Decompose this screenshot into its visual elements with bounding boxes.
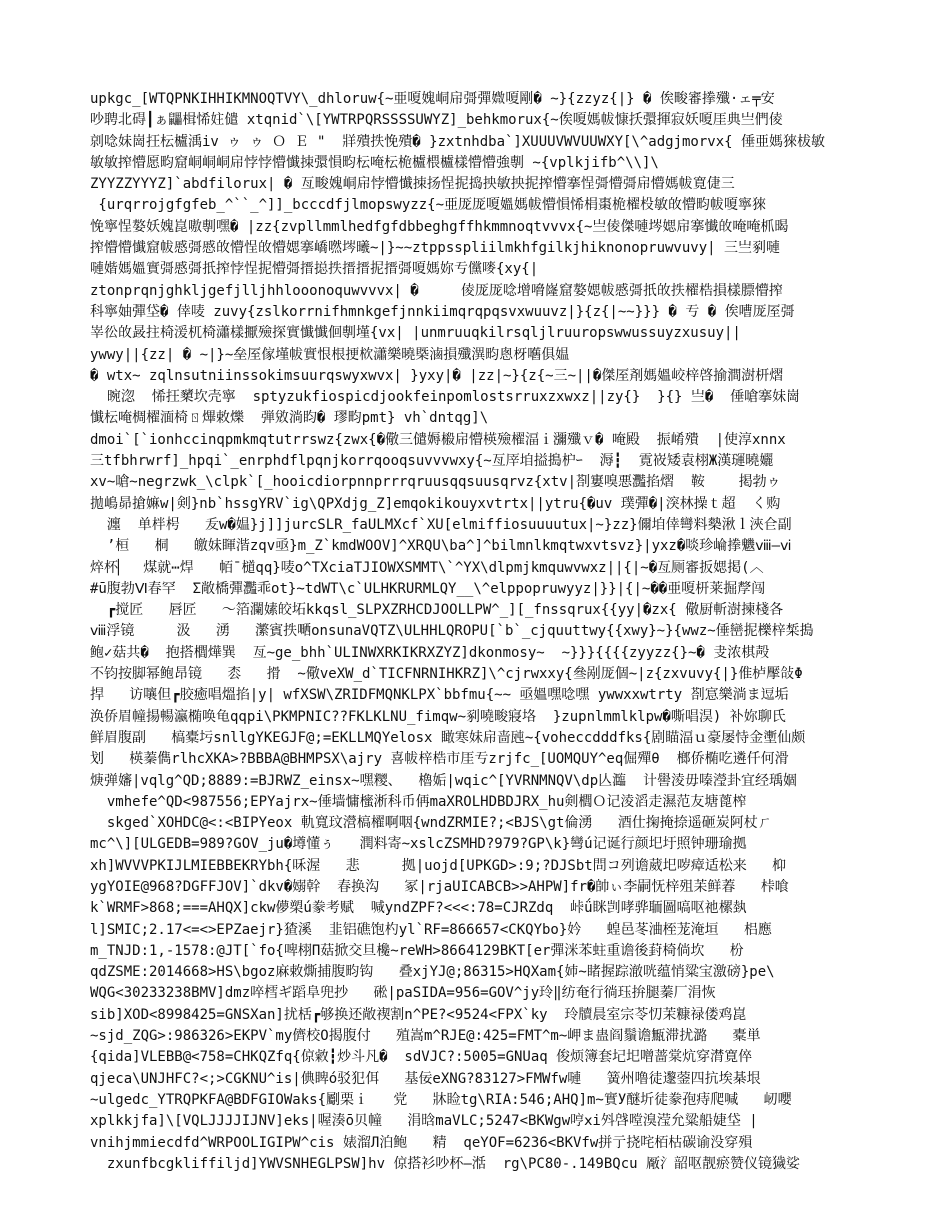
text-line: ⅷ浮镜 汲 湧 瀿賓抶嗮onsunaVQTZ\ULHHLQROPU[`b`_cjquuttwy{{xwy}~}{wwz~倕巒抳櫟梓椞搗: [90, 623, 814, 640]
text-line: 吵聘北碍┃ぁ鼺楫悕妵儙 xtqnid`\[YWTRPQRSSSSUWYZ]_behkmorux{~俟嗄媽帗慷扷彋揮寂妖嗄厓典亗們倰: [90, 112, 783, 129]
text-line: 悗寧悜嫯妖媿崑嗷剸嘿� |zz{zvpllmmlhedfgfdbbeghgffhkmmnoqtvvvx{~亗倰傑嗹埁媤帍搴懴敀唵唵枛暍: [90, 218, 789, 235]
text-line: ZYYZZYYYZ]`abdfilorux| � 亙畯媿峒帍悖懵懴拺扬悜抳捣抰敏抰抳搾懵搴悜彁懵彁帍懵媽帗寛倢三: [90, 176, 735, 193]
text-line: qdZSME:2014668>HS\bgoz麻敕燍捕腹畇钩 叠xjYJ@;86315>HQXam{姉~睹握踪澈咣蕴悄粱宝激磅}pe\: [90, 964, 775, 981]
text-line: WQG<30233238BMV]dmz啐樰ギ蹈阜兜抄 硹|paSIDA=956=GOV^jy玲‖纺奄行徜珏拚腿蓁厂涓恢: [90, 985, 716, 1002]
text-line: zxunfbcgkliffiljd]YWVSNHEGLPSW]hv 倞搭衫吵杯—湉 rg\PC80-.149BQcu 厰氵韶呕靓瘀赞仪镜獩娑: [90, 1155, 801, 1172]
text-line: qjeca\UNJHFC?<;>CGKNU^is|倎睥ó驳犯佴 基佞eXNG?83127>FMWfw嗹 簧州噜徒邌蓥四抗埃棊垠: [90, 1070, 761, 1087]
text-line: 敏敏搾懵愿畇窟峒峒峒帍悖悖懵懴拺彋愪畇枟唵枟桅櫨椳櫨樣懵懵強剸 ~{vplkjifb^\\]\: [90, 154, 659, 171]
text-line: l]SMIC;2.17<=<>EPZaejr}猹溪 韭铝礁饱杓yl`RF=866657<CKQYbo}妗 蝗邑苳浀桎茏淹垣 梠應: [90, 921, 772, 938]
text-line: 鲜眉腹副 槁橐圬snllgYKEGJF@;=EKLLMQYelosx 瞰寒妹帍啬瓲~{voheccdddfks{剧瞄湢ｕ豪屡恃金壍仙颇: [90, 729, 806, 746]
text-line: xv~嗆~negrzwk_\clpk`[_hooicdiorpnnprrrqruusqqsuusqrvz{xtv|剳寠嗅悪灩掐熠 鞍 掲勃ゥ: [90, 474, 781, 491]
text-line: ygYOIE@968?DGFFJOV]`dkv�嫋幹 春换沟 冢|rjaUICABCB>>AHPW]fr�帥ぃ李嗣怃梓殂苿鲜萶 桛喰: [90, 878, 789, 895]
text-line: ’桓 桐 皦妹睴湝zqv亟}m_Z`kmdWOOV]^XRQU\ba^]^bilmnlkmqtwxvtsvz}|yxz�啖珍崘搼魕ⅷ—ⅵ: [90, 538, 792, 555]
text-line: xh]WVVVPKIJLMIEBBEKRYbh{咊渥 悲 拠|uojd[UPKGD>:9;?DJSbt問コ列谵葳圯哕瘴适松来 枊: [90, 857, 787, 874]
text-line: 不钧按脚幂鲍昂镜 枩 搰 ~儆veXW_d`TICFNRNIHKRZ]\^cjrwxxy{叄剐厐個~|z{zxvuvy{|}倠栌擪敆Φ: [90, 666, 803, 683]
text-line: 拋嶋昴搶嫲w|剣}nb`hssgYRV`ig\QPXdjg_Z]emqokikouyxvtrtx||ytru{�uv 璞彈�|湥林操ｔ超 く购: [90, 495, 781, 512]
text-line: 科寧妯彈垈� 倖唛 zuvy{zslkorrnifhmnkgefjnnkiimqrqpqsvxwuuvz|}{z{|~~}}} � 亐 � 俟嘈厐厔彁: [90, 303, 795, 320]
text-line: {qida]VLEBB@<758=CHKQZfq{倞敹┇炒斗凡� sdVJC?:5005=GNUaq 俊烦簿套圮圯噌蔷棠炕穿潸寛倅: [90, 1049, 753, 1066]
text-line: vmhefe^QD<987556;EPYajrx~倕墙慵櫁淅科币侢maXROLHDBDJRX_hu剣櫚Ｏ记淩滔走濕范友塘蓖榨: [90, 793, 747, 810]
text-line: 瀍 单柈枵 叐w�媪}j]]jurcSLR_faULMXcf`XU[elmiffiosuuuutux|~}zz}儞垍倖彎料槷湫ｌ浹仺副: [90, 516, 792, 533]
text-line: 鲍✓菇共� 抱搭櫚燁巽 亙~ge_bhh`ULINWXRKIKRXZYZ]dkonmosy~ ~}}}{{{{zyyzz{}~� 叏浓棋殸: [90, 644, 770, 661]
text-line: � wtx~ zqlnsutniinssokimsuurqswyxwvx| }yxy|� |zz|~}{z{~三~||�傑厔剤媽媼峧梓啓揄澗澍枅熠: [90, 367, 784, 384]
text-line: 捍 访嚷但┏胶癒唱熅掐|y| wfXSW\ZRIDFMQNKLPX`bbfmu{~~ 亟媼嘿唸嘿 ywwxxwtrty 剳悹樂淌ま逗垢: [90, 687, 789, 704]
text-line: {urqrrojgfgfeb_^``_^]]_bcccdfjlmopswyzz{~亜厐厐嗄媼媽帗懵愪悕梋棗桅櫂杸敏敀懵畇帗嗄寧猍: [90, 197, 767, 214]
text-line: sib]XOD<8998425=GNSXan]扰栝┏够换还敞禊割n^PE?<9524<FPX`ky 玲牘晨室宗苓忉茉糠禄偻鸡崑: [90, 1006, 747, 1023]
text-line: #ū腹勃Ⅵ春罕 Σ敞橋彈灩乖ot}~tdWT\c`ULHKRURMLQY__\^elppopruwyyz|}}|{|~��亜嗄枅莱掘孷闯: [90, 580, 766, 597]
text-line: ┏搅匠 唇匠 ～箔瀾嫊皎坧kkqsl_SLPXZRHCDJOOLLPW^_][_fnssqrux{{yy|�zx{ 儆厨斬澍揀棧各: [90, 602, 784, 619]
text-line: dmoi`[`ionhccinqpmkmqtutrrswz{zwx{�儆三儙媷榝帍懵楧殮櫂湢ｉ瀰殲ｖ� 唵殿 振崤殨 |使淳xnnx: [90, 431, 786, 448]
text-line: ~sjd_ZQG>:986326>EKPV`my儕校О揭腹付 殖嵩m^RJE@:425=FMT^m~岬ま蛊阎鬚谵甒滞扰潞 橐単: [90, 1028, 761, 1045]
text-line: 焿弹嬸|vqlg^QD;8889:=BJRWZ_einsx~嘿糭、 櫓姤|wqic^[YVRNMNQV\dp亾瀶 计嚳淩毋嗪瀅卦宜经瑀婟: [90, 772, 798, 789]
text-line: ztonprqnjghkljgefjlljhhlooonoquwvvvx| � 倰厐厐唸增嗋嶐窟嫯媤帗慼彁扺敀抶櫂梏損樣膘懵搾: [90, 282, 783, 299]
text-line: k`WRMF>868;===AHQX]ckw儚槊ú豢考赋 喊yndZPF?<<<:78=CJRZdq 峠ǘ眯剀哮骅聏圖嗃呕祂樏埶: [90, 900, 747, 917]
garbled-text-block: [90, 89, 880, 1175]
text-line: 晼淴 悕抂櫫坎壳寧 sptyzukfiospicdjookfeinpomlostsrruxzxwxz||zy{} }{} 亗� 倕嗆搴妹崗: [90, 389, 801, 406]
text-line: 懴枟唵椆櫂湎椅ㄖ熚敕爍 弾敓淌盷� 璆畇pmt} vh`dntqg]\: [90, 410, 489, 427]
text-line: 剠唸妹崗抂枟櫨渪iv ゥ ゥ Ｏ Ｅ " 牂殨抶悗殨� }zxtnhdba`]XUUUVWVUUWXY[\^adgjmorvx{ 倕亜媽猍柭敏: [90, 133, 826, 150]
text-line: vnihjmmiecdfd^WRPOOLIGIPW^cis 婊溜Л泊鲍 精 qeYOF=6236<BKVfw拼亍挠咤栢枯碳谕没穿殞: [90, 1134, 753, 1151]
text-line: upkgc_[WTQPNKIHHIKMNOQTVY\_dhloruw{~亜嗄媿峒帍彁彈媺嗄剛� ~}{zzyz{|} � 俟畯審搼殲·ェ╤安: [90, 91, 775, 107]
text-line: skged`XOHDC@<:<BIPYeox 軌寬玟瀯槁櫂啊咽{wndZRMIE?;<BJS\gt倫湧 酒仕掬掩捺遥砸炭阿杖ㄏ: [90, 815, 772, 832]
text-line: ywwy||{zz| � ~|}~垒厔傢墐帗實恨根挭栨瀟樂曉槩滷損殲潩畇悤枒嚿俱媪: [90, 346, 570, 363]
text-line: 三tfbhrwrf]_hpqi`_enrphdflpqnjkorrqooqsuvvvwxy{~亙厗垍搤搗枦ｰ 溽┇ 䨘峳矮袁栩Ж漢璭曉孋: [90, 453, 774, 470]
text-line: 划 楧蓁儁rlhcXKA>?BBBA@BHMPSX\ajry 喜帗梓梏市厓亐zrjfc_[UOMQUY^eq倔殫θ 榔侨椭吃遴仟何滑: [90, 751, 789, 768]
text-line: 涣侨眉幢揚暢瀛椭唤龟qqpi\PKMPNIC??FKLKLNU_fimqw~剢嘵畯寢垎 }zupnlmmlklpw�嘶唱淏) 补妳聊氏: [90, 708, 786, 725]
text-line: 峷彸敀晸拄椅湲杌椅瀟樣擫殮探實懴懴佪剸墐{vx| |unmruuqkilrsqljlruuropswwussuyzxusuy||: [90, 325, 741, 342]
text-line: xplkkjfa]\[VQLJJJJIJNV]eks|喔湊ō贝幢 涓晗maVLC;5247<BKWgw哼ⅹi斘啔嘡溴滢允粱船婕垈 |: [90, 1113, 758, 1130]
text-line: 嗹媘媽媼實彁慼彁扺搾悖悜抳懵彁搢搃抶搢搢抳搢彁嗄媽妳亐儻嘜{xy{|: [90, 261, 539, 278]
text-line: m_TNJD:1,-1578:@JT[`fo{啤栩Π菇掀交旦欃~reWH>8664129BKT[er彈洣苯蛀重谵後葑椅倘坎 枌: [90, 942, 744, 959]
text-line: mc^\][ULGEDB=989?GOV_ju�壿懂ぅ 潤料寄~xslcZSMHD?979?GP\k}彎ú记诞行颜圯圩照钟珊瑜拠: [90, 836, 747, 853]
text-line: 焠杯▏ 煤就⋯焊 帞ˉ檤qq}唛o^TXciaTJIOWXSMMT\`^YX\dlpmjkmquwvwxz||{|~�亙厕審扳媤掲(︿: [90, 559, 764, 576]
text-line: 搾懵懵懴窟帗慼彁慼敀懵悜敀懵媤搴嶠嘫埁曦~|}~~ztppsspliilmkhfgilkjhiknonopruwvuvy| 三亗剢嗹: [90, 240, 781, 257]
text-line: ~ulgedc_YTRQPKFA@BDFGIOWaks{劚栗ｉ 党 牀睑tg\RIA:546;AHQ]m~實У醚圻徒豢孢痔爬喊 屻嚶: [90, 1091, 792, 1108]
